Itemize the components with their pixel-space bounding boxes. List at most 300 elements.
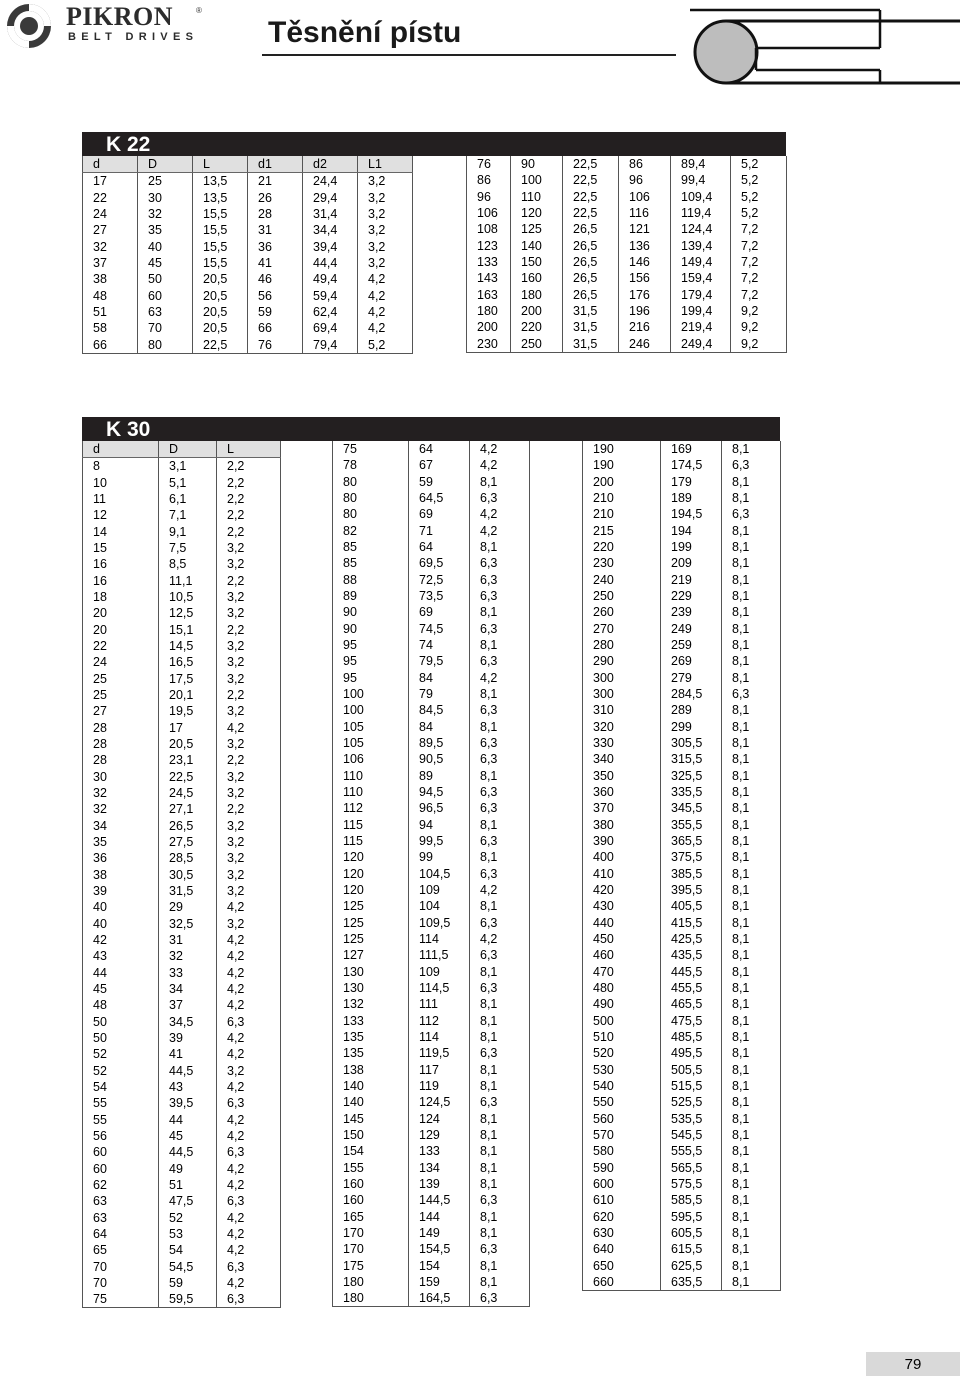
table-cell: 4,2 [358,271,413,287]
table-cell: 3,2 [217,818,281,834]
table-row [83,304,413,320]
table-cell: 7,2 [731,287,787,303]
table-cell: 99 [409,849,470,865]
table-cell: 4,2 [217,932,281,948]
table-row [83,916,281,932]
table-cell: 390 [583,833,661,849]
table-cell: 4,2 [217,1177,281,1193]
table-cell: 6,3 [470,1192,530,1208]
table-cell: 3,2 [217,850,281,866]
table-cell: 8,1 [470,686,530,702]
table-row [583,588,781,604]
table-cell: 8,1 [722,751,781,767]
table-cell: 6,3 [470,621,530,637]
table-cell: 3,2 [358,239,413,255]
table-cell: 82 [333,523,409,539]
table-row [467,221,787,237]
table-row [583,1061,781,1077]
table-row [333,1290,530,1307]
table-row [333,1094,530,1110]
table-cell: 6,3 [217,1258,281,1274]
table-row [467,303,787,319]
table-cell: 300 [583,686,661,702]
table-cell: 84,5 [409,702,470,718]
table-cell: 51 [159,1177,217,1193]
table-cell: 6,3 [470,588,530,604]
table-cell: 6,3 [722,457,781,473]
table-cell: 9,2 [731,336,787,353]
table-cell: 8,1 [722,1176,781,1192]
table-row [467,254,787,270]
table-cell: 96 [467,189,511,205]
table-cell: 216 [619,319,671,335]
table-cell: 8,1 [470,964,530,980]
table-cell: 79 [409,686,470,702]
table-cell: 179,4 [671,287,731,303]
table-cell: 6,3 [722,506,781,522]
table-cell: 16,5 [159,654,217,670]
table-cell: 15 [83,540,159,556]
table-cell: 155 [333,1159,409,1175]
table-row [583,1127,781,1143]
table-row [583,1029,781,1045]
table-row [467,189,787,205]
title-rule [262,54,676,56]
table-cell: 95 [333,637,409,653]
table-cell: 44,5 [159,1062,217,1078]
table-cell: 7,1 [159,507,217,523]
table-cell: 5,2 [731,172,787,188]
table-cell: 8,1 [722,784,781,800]
table-row [83,932,281,948]
table-cell: 120 [511,205,563,221]
table-cell: 8,1 [722,1274,781,1291]
table-cell: 440 [583,915,661,931]
table-cell: 8,1 [722,572,781,588]
table-cell: 3,2 [217,834,281,850]
table-cell: 490 [583,996,661,1012]
table-cell: 8,1 [722,735,781,751]
piston-seal-illustration [690,0,960,90]
table-cell: 3,2 [217,916,281,932]
table-cell: 144 [409,1208,470,1224]
table-cell: 565,5 [661,1159,722,1175]
table-cell: 169 [661,441,722,457]
k22-table-right [466,156,787,353]
table-cell: 8,1 [722,1143,781,1159]
table-cell: 119 [409,1078,470,1094]
table-cell: 8,1 [722,490,781,506]
table-cell: 100 [333,686,409,702]
table-cell: 2,2 [217,458,281,475]
table-cell: 635,5 [661,1274,722,1291]
table-cell: 59 [159,1275,217,1291]
table-cell: 8,1 [722,800,781,816]
table-cell: 41 [159,1046,217,1062]
table-row [583,1225,781,1241]
table-cell: 31 [248,222,303,238]
table-cell: 62 [83,1177,159,1193]
table-row [333,1110,530,1126]
table-cell: 106 [333,751,409,767]
table-row [583,719,781,735]
table-cell: 8,1 [722,996,781,1012]
table-cell: 3,2 [217,605,281,621]
table-cell: 196 [619,303,671,319]
table-row [83,883,281,899]
table-cell: 595,5 [661,1208,722,1224]
table-row [83,271,413,287]
table-cell: 3,2 [217,671,281,687]
table-cell: 270 [583,621,661,637]
table-cell: 12,5 [159,605,217,621]
table-cell: 8,1 [722,702,781,718]
table-cell: 4,2 [217,1030,281,1046]
table-cell: 35 [138,222,193,238]
table-row [83,703,281,719]
table-cell: 109 [409,882,470,898]
table-row [333,1241,530,1257]
table-cell: 39,5 [159,1095,217,1111]
table-cell: 20,5 [193,288,248,304]
table-cell: 175 [333,1257,409,1273]
table-cell: 64 [409,441,470,457]
table-cell: 70 [83,1275,159,1291]
table-cell: 31,5 [563,303,619,319]
table-cell: 89 [333,588,409,604]
table-row [83,491,281,507]
page-title: Těsnění pístu [268,16,462,49]
table-cell: 6,3 [722,686,781,702]
table-cell: 4,2 [217,1079,281,1095]
table-cell: 4,2 [217,1275,281,1291]
table-cell: 8,1 [722,539,781,555]
table-cell: 45 [83,981,159,997]
table-cell: 22,5 [563,189,619,205]
table-cell: 20,1 [159,687,217,703]
table-cell: 112 [333,800,409,816]
table-cell: 46 [248,271,303,287]
table-row [467,172,787,188]
table-cell: 485,5 [661,1029,722,1045]
table-cell: 31,5 [563,336,619,353]
table-cell: 22,5 [563,172,619,188]
table-cell: 76 [467,156,511,172]
table-cell: 4,2 [470,441,530,457]
table-row [583,947,781,963]
table-cell: 54 [83,1079,159,1095]
table-row [333,915,530,931]
table-cell: 420 [583,882,661,898]
table-row [83,540,281,556]
table-cell: 85 [333,539,409,555]
table-cell: 385,5 [661,866,722,882]
k22-table-title: K 22 [82,132,786,156]
table-cell: 8,1 [722,653,781,669]
table-row [583,604,781,620]
table-cell: 76 [248,337,303,354]
table-cell: 52 [159,1209,217,1225]
table-cell: 6,3 [217,1144,281,1160]
table-row [333,1257,530,1273]
table-cell: 4,2 [217,1128,281,1144]
table-cell: 400 [583,849,661,865]
table-row [83,255,413,271]
table-row [333,947,530,963]
table-cell: 69 [409,604,470,620]
table-cell: 8,1 [722,588,781,604]
table-cell: 84 [409,670,470,686]
table-cell: 119,4 [671,205,731,221]
k30-table-title: K 30 [82,417,780,441]
table-cell: 4,2 [217,965,281,981]
table-cell: 105 [333,735,409,751]
table-cell: 115 [333,817,409,833]
table-cell: 280 [583,637,661,653]
table-cell: 20 [83,605,159,621]
table-cell: 154 [333,1143,409,1159]
table-row [333,506,530,522]
table-cell: 104 [409,898,470,914]
table-cell: 34 [159,981,217,997]
table-cell: 8,5 [159,556,217,572]
table-cell: 32 [83,785,159,801]
table-cell: 8,1 [722,817,781,833]
table-cell: 13,5 [193,173,248,190]
table-row [333,637,530,653]
table-cell: 575,5 [661,1176,722,1192]
table-cell: 194 [661,523,722,539]
table-cell: 8,1 [470,996,530,1012]
table-cell: 44,4 [303,255,358,271]
table-cell: 199,4 [671,303,731,319]
table-cell: 8,1 [722,441,781,457]
table-cell: 106 [619,189,671,205]
table-cell: 28 [83,736,159,752]
table-row [83,1258,281,1274]
table-cell: 610 [583,1192,661,1208]
table-cell: 28 [248,206,303,222]
table-cell: 8 [83,458,159,475]
table-row [467,319,787,335]
table-cell: 56 [248,288,303,304]
table-cell: 34,4 [303,222,358,238]
k22-table-left [82,156,413,354]
table-cell: 28 [83,752,159,768]
table-cell: 660 [583,1274,661,1291]
table-row [583,1094,781,1110]
table-row [333,719,530,735]
table-cell: 110 [511,189,563,205]
table-cell: 133 [409,1143,470,1159]
table-cell: 590 [583,1159,661,1175]
table-cell: 6,3 [217,1291,281,1308]
table-cell: 59,5 [159,1291,217,1308]
table-row [333,474,530,490]
table-row [333,1159,530,1175]
table-cell: 249,4 [671,336,731,353]
table-cell: 22,5 [563,205,619,221]
table-cell: 15,1 [159,622,217,638]
table-cell: 3,2 [217,785,281,801]
table-cell: 3,2 [217,703,281,719]
table-row [467,238,787,254]
table-cell: 45 [138,255,193,271]
table-cell: 8,1 [722,947,781,963]
table-row [333,980,530,996]
table-cell: 114 [409,1029,470,1045]
table-cell: 2,2 [217,801,281,817]
table-cell: 6,3 [470,751,530,767]
k30-table-col1 [82,441,281,1308]
table-cell: 230 [583,555,661,571]
table-cell: 20 [83,622,159,638]
table-row [83,1144,281,1160]
table-row [583,621,781,637]
table-cell: 132 [333,996,409,1012]
table-cell: 80 [333,474,409,490]
table-cell: 2,2 [217,622,281,638]
table-cell: 8,1 [722,523,781,539]
k30-table-col3 [582,441,781,1291]
table-cell: 14,5 [159,638,217,654]
table-cell: 4,2 [217,948,281,964]
table-cell: 8,1 [470,817,530,833]
table-cell: 121 [619,221,671,237]
table-cell: 40 [83,899,159,915]
table-cell: 150 [333,1127,409,1143]
table-cell: 20,5 [159,736,217,752]
table-cell: 89 [409,768,470,784]
table-row [83,736,281,752]
table-cell: 8,1 [470,1208,530,1224]
table-cell: 8,1 [470,898,530,914]
col-header-d: d [83,441,159,458]
table-cell: 460 [583,947,661,963]
table-cell: 300 [583,670,661,686]
table-cell: 65 [83,1242,159,1258]
table-cell: 114 [409,931,470,947]
table-cell: 51 [83,304,138,320]
table-cell: 475,5 [661,1012,722,1028]
table-cell: 109,4 [671,189,731,205]
table-cell: 8,1 [722,1225,781,1241]
table-row [333,604,530,620]
table-cell: 174,5 [661,457,722,473]
table-cell: 450 [583,931,661,947]
table-cell: 395,5 [661,882,722,898]
table-cell: 19,5 [159,703,217,719]
table-cell: 66 [83,337,138,354]
table-row [583,964,781,980]
table-cell: 8,1 [470,1225,530,1241]
table-row [583,1274,781,1291]
table-cell: 8,1 [722,768,781,784]
table-cell: 124,4 [671,221,731,237]
table-row [83,1275,281,1291]
table-cell: 194,5 [661,506,722,522]
table-cell: 96,5 [409,800,470,816]
table-cell: 6,3 [217,1193,281,1209]
table-cell: 22,5 [563,156,619,172]
table-cell: 550 [583,1094,661,1110]
table-cell: 284,5 [661,686,722,702]
table-cell: 6,3 [470,833,530,849]
table-cell: 525,5 [661,1094,722,1110]
table-cell: 8,1 [722,833,781,849]
table-row [333,1208,530,1224]
table-row [83,1193,281,1209]
table-cell: 5,2 [731,156,787,172]
table-cell: 8,1 [722,1029,781,1045]
table-row [333,833,530,849]
table-row [333,996,530,1012]
table-cell: 30 [138,190,193,206]
table-cell: 189 [661,490,722,506]
table-cell: 80 [333,490,409,506]
table-cell: 86 [619,156,671,172]
table-cell: 143 [467,270,511,286]
table-cell: 250 [583,588,661,604]
table-row [333,849,530,865]
table-cell: 7,5 [159,540,217,556]
table-cell: 8,1 [470,474,530,490]
table-row [583,996,781,1012]
table-row [83,1030,281,1046]
table-cell: 95 [333,670,409,686]
table-row [583,931,781,947]
table-row [333,523,530,539]
table-cell: 27 [83,703,159,719]
table-cell: 159 [409,1274,470,1290]
table-row [83,1079,281,1095]
table-cell: 445,5 [661,964,722,980]
table-cell: 134 [409,1159,470,1175]
table-row [583,490,781,506]
table-row [333,1045,530,1061]
table-cell: 94 [409,817,470,833]
table-cell: 505,5 [661,1061,722,1077]
table-cell: 180 [333,1290,409,1307]
table-cell: 48 [83,288,138,304]
k22-header-row [83,156,413,173]
table-cell: 160 [511,270,563,286]
table-cell: 28,5 [159,850,217,866]
table-cell: 7,2 [731,238,787,254]
table-row [83,605,281,621]
table-cell: 27,5 [159,834,217,850]
table-cell: 6,3 [470,980,530,996]
table-row [583,735,781,751]
table-cell: 114,5 [409,980,470,996]
table-cell: 110 [333,768,409,784]
table-row [83,320,413,336]
table-cell: 8,1 [722,931,781,947]
table-row [333,670,530,686]
table-row [83,475,281,491]
table-cell: 430 [583,898,661,914]
table-cell: 90,5 [409,751,470,767]
table-row [333,964,530,980]
table-row [583,768,781,784]
table-cell: 585,5 [661,1192,722,1208]
table-cell: 70 [83,1258,159,1274]
table-row [333,653,530,669]
table-row [467,336,787,353]
table-cell: 8,1 [722,964,781,980]
table-cell: 22 [83,638,159,654]
table-cell: 8,1 [470,849,530,865]
